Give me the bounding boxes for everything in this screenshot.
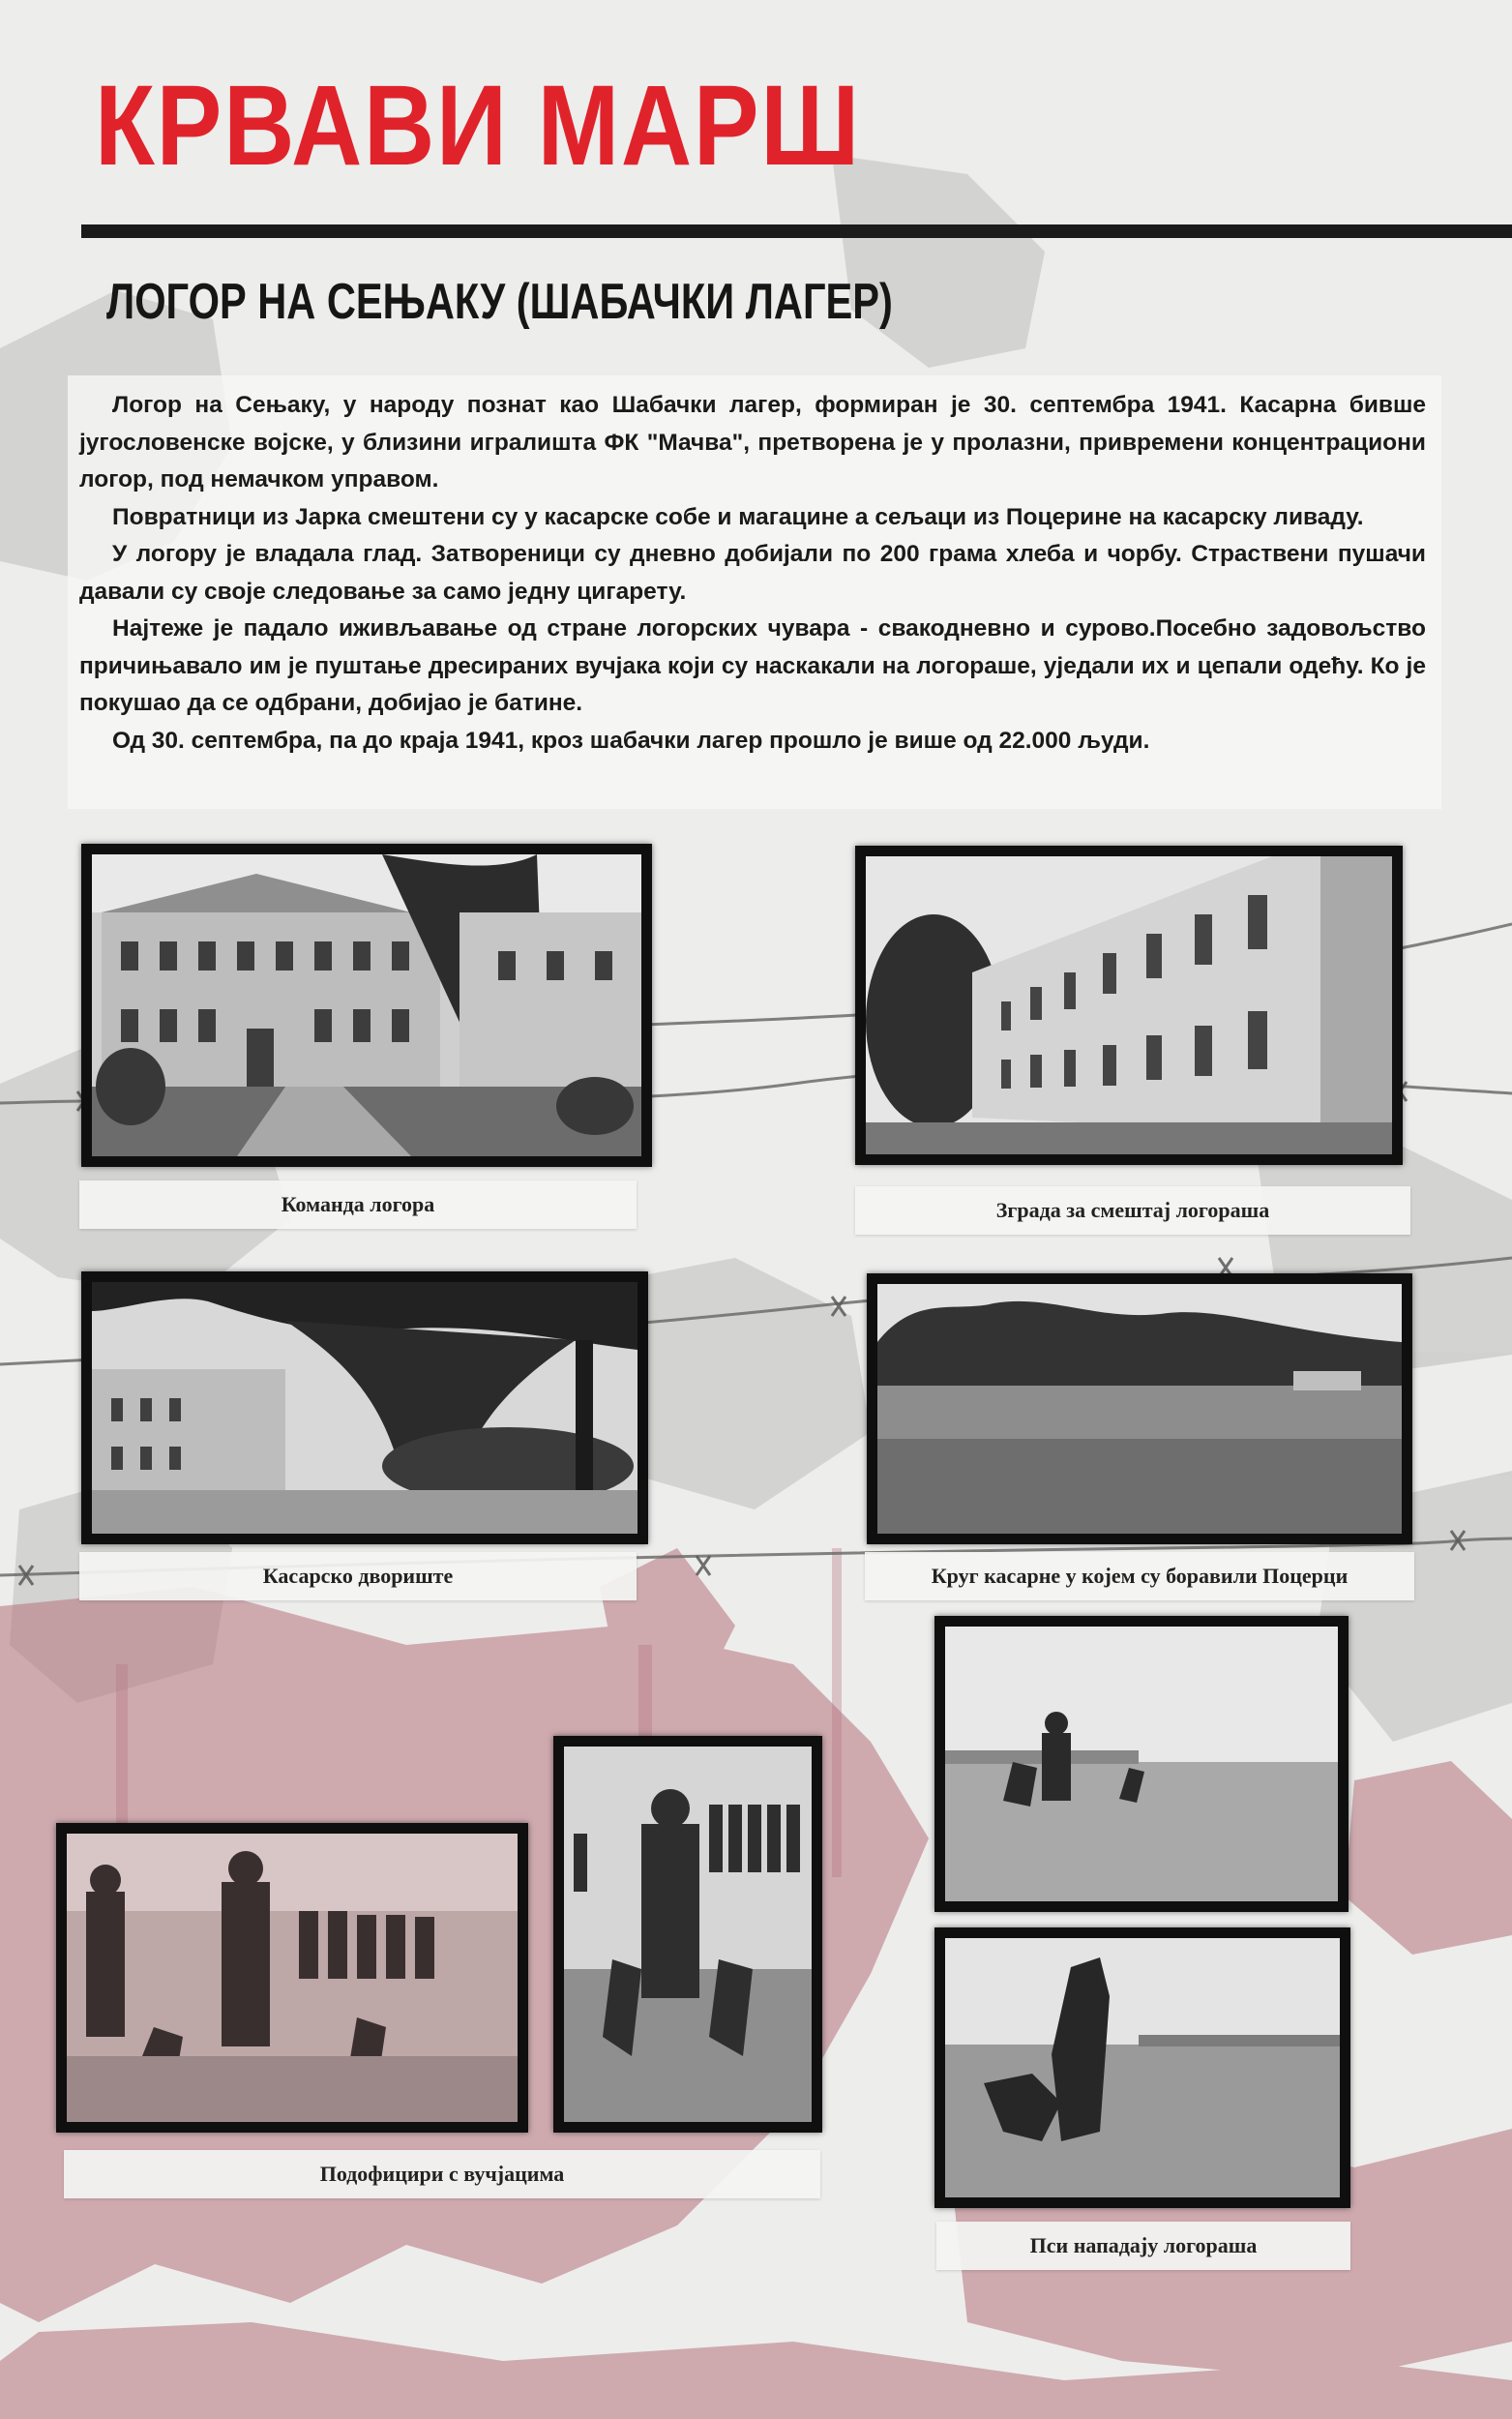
meadow-photo <box>867 1273 1412 1544</box>
photo-caption: Команда логора <box>79 1180 637 1229</box>
paragraph: Од 30. септембра, па до краја 1941, кроз шабачки лагер прошло је више од 22.000 људи. <box>112 727 1150 754</box>
body-text <box>79 387 1426 760</box>
dogs-attack-photo-2 <box>934 1927 1350 2208</box>
title-divider <box>81 224 1512 238</box>
building-side-photo <box>855 846 1403 1165</box>
paragraph: Логор на Сењаку, у народу познат као Шабачки лагер, формиран је 30. септембра 1941. Касарна бивше југословенске војске, у близини игралишта ФК "Мачва", претворена је у пролазни, привремени концентрациони логор, под немачком управом. <box>79 392 1426 493</box>
photo-caption: Касарско двориште <box>79 1552 637 1600</box>
officers-with-dogs-photo <box>56 1823 528 2133</box>
photo-caption: Круг касарне у којем су боравили Поцерци <box>865 1552 1414 1600</box>
paragraph: У логору је владала глад. Затвореници су дневно добијали по 200 грама хлеба и чорбу. Страствени пушачи давали су своје следовање за само једну цигарету. <box>79 541 1426 605</box>
paragraph: Повратници из Јарка смештени су у касарске собе и магацине а сељаци из Поцерине на касарску ливаду. <box>112 503 1364 530</box>
page-title: КРВАВИ МАРШ <box>95 62 861 190</box>
officers-with-dogs-photo-2 <box>553 1736 822 2133</box>
courtyard-photo <box>81 1271 648 1544</box>
photo-caption: Зграда за смештај логораша <box>855 1186 1410 1235</box>
section-subtitle: ЛОГОР НА СЕЊАКУ (ШАБАЧКИ ЛАГЕР) <box>106 274 893 330</box>
photo-caption: Пси нападају логораша <box>936 2222 1350 2270</box>
building-front-photo <box>81 844 652 1167</box>
photo-caption: Подофицири с вучјацима <box>64 2150 820 2198</box>
dogs-attack-photo <box>934 1616 1349 1912</box>
paragraph: Најтеже је падало иживљавање од стране логорских чувара - свакодневно и сурово.Посебно задовољство причињавало им је пуштање дресираних вучјака који су наскакали на логораше, уједали их и цепали одећу. Ко је покушао да се одбрани, добијао је батине. <box>79 615 1426 716</box>
